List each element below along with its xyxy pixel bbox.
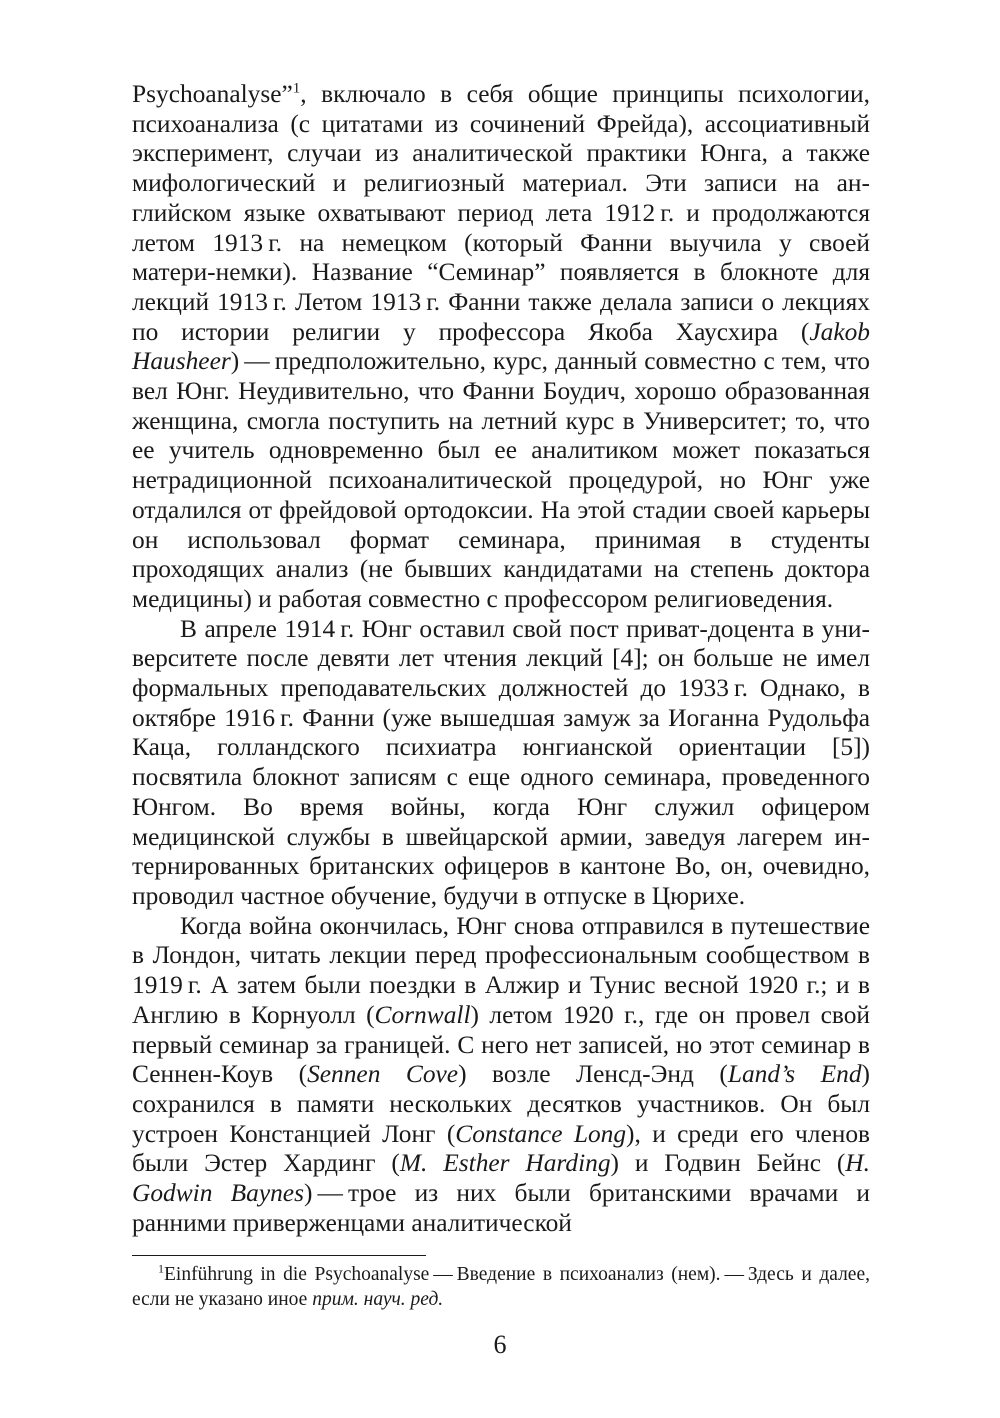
italic-text: H. Godwin Baynes [132, 1149, 870, 1208]
footnote [132, 1262, 870, 1312]
footnote-marker: 1 [292, 80, 301, 97]
text-run: ) возле Ленсд-Энд ( [458, 1060, 728, 1089]
text-run: В апреле 1914 г. Юнг оставил свой пост приват-доцента в университете после девяти лет чтения лекций [4]; он больше не имел формальных преподавательских должностей до 1933 г. Однако, в октябре 1916 г. Фанни (уже вышедшая замуж за Иоганна Рудольфа Каца, голландского психиатра юнгианской ориентации [5]) посвятила блокнот записям с еще одного семинара, проведенного Юнгом. Во время войны, когда Юнг служил офицером медицинской службы в швейцарской армии, заведуя лагерем интернированных британских офицеров в кантоне Во, он, очевидно, проводил частное обучение, будучи в отпуске в Цюрихе. [132, 614, 870, 910]
italic-text: Jakob Hausheer [132, 317, 870, 376]
text-run: Когда война окончилась, Юнг снова отправился в путешествие в Лондон, читать лекции перед профессиональным сообществом в 1919 г. А затем были поездки в Алжир и Тунис весной 1920 г.; и в Англию в Корнуолл ( [132, 911, 870, 1029]
text-run: Psychoanalyse” [132, 80, 293, 108]
italic-text: Cornwall [374, 1000, 471, 1029]
text-run: ), и среди его членов были Эстер Хардинг ( [132, 1119, 871, 1178]
paragraph [132, 912, 870, 1239]
italic-text: Sennen Cove [307, 1060, 459, 1089]
text-run: ) сохранился в памяти нескольких десятков участников. Он был устроен Констанцией Лонг ( [132, 1060, 870, 1148]
text-run: ) — предположительно, курс, данный совместно с тем, что вел Юнг. Неудивительно, что Фанни Боудич, хорошо образованная женщина, смогла поступить на летний курс в Университет; то, что ее учитель одновременно был ее аналитиком может показаться нетрадиционной психоаналитической процедурой, но Юнг уже отдалился от фрейдовой ортодоксии. На этой стадии своей карьеры он использовал формат семинара, принимая в студенты проходящих анализ (не бывших кандидатами на степень доктора медицины) и работая совместно с профессором религиоведения. [132, 347, 870, 613]
footnote-marker: 1 [158, 1261, 164, 1276]
text-run: ) — трое из них были британскими врачами и ранними приверженцами аналитической [132, 1179, 870, 1237]
paragraph [132, 615, 870, 912]
paragraph [132, 80, 870, 615]
text-run: Einführung in die Psychoanalyse — Введение в психоанализ (нем). — Здесь и далее, если не указано иное [132, 1264, 870, 1310]
italic-text: Land’s End [727, 1060, 862, 1089]
text-run: ) летом 1920 г., где он провел свой первый семинар за границей. С него нет записей, но этот семинар в Сеннен-Коув ( [132, 1000, 870, 1089]
page-number: 6 [493, 1330, 507, 1359]
text-run: ) и Годвин Бейнс ( [610, 1149, 846, 1178]
italic-text: M. Esther Harding [399, 1149, 611, 1178]
text-run: , включало в себя общие принципы психологии, психоанализа (с цитатами из сочинений Фрейда), ассоциативный эксперимент, случаи из аналитической практики Юнга, а также мифологический и религиозный материал. Эти записи на английском языке охватывают период лета 1912 г. и продолжаются летом 1913 г. на немецком (который Фанни выучила у своей матери-немки). Название “Семинар” появляется в блокноте для лекций 1913 г. Летом 1913 г. Фанни также делала записи о лекциях по истории религии у профессора Якоба Хаусхира ( [132, 80, 870, 346]
footnote-divider [132, 1255, 426, 1256]
main-text [132, 80, 870, 1238]
footnotes [132, 1262, 870, 1312]
italic-text: Constance Long [455, 1119, 627, 1148]
italic-text: прим. науч. ред. [312, 1289, 444, 1310]
